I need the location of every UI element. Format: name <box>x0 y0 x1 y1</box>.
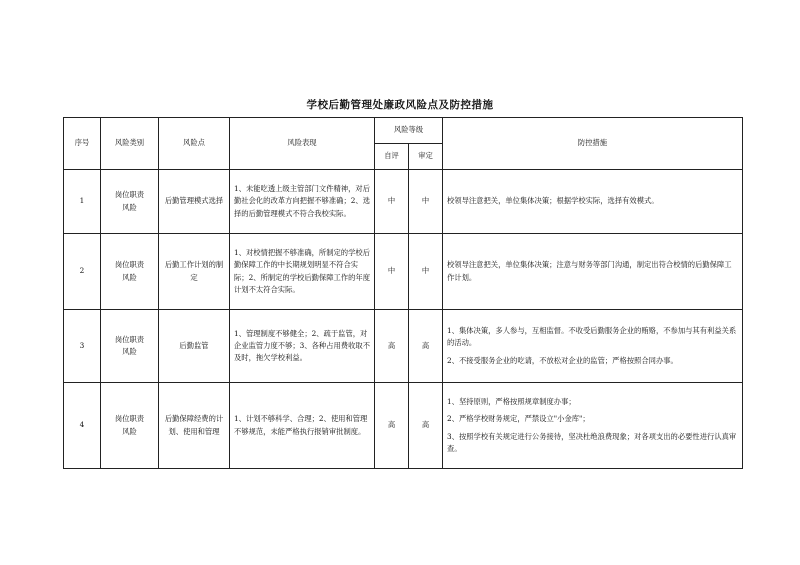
row-category <box>101 234 159 310</box>
row-measures <box>443 310 743 383</box>
risk-table <box>63 117 743 469</box>
row-seq: 2 <box>64 234 101 310</box>
table-row <box>64 310 743 383</box>
measure-item: 校领导注意把关，单位集体决策；注意与财务等部门沟通，制定出符合校情的后勤保障工作计划。 <box>447 260 732 282</box>
measure-item: 2、严格学校财务规定，严禁设立"小金库"； <box>447 414 590 424</box>
category-line1: 岗位职责 <box>114 260 145 270</box>
table-row <box>64 170 743 234</box>
row-point: 后勤监管 <box>159 310 230 383</box>
measure-item: 2、不接受服务企业的吃请，不放松对企业的监管；严格按照合同办事。 <box>447 355 678 365</box>
header-manifestation: 风险表现 <box>230 118 375 170</box>
category-line1: 岗位职责 <box>114 190 145 200</box>
measure-item: 3、按照学校有关规定进行公务接待，坚决杜绝浪费现象；对各项支出的必要性进行认真审查。 <box>447 431 737 453</box>
category-line2: 风险 <box>122 426 137 436</box>
page-title: 学校后勤管理处廉政风险点及防控措施 <box>306 99 494 111</box>
row-review: 高 <box>409 383 443 469</box>
measure-item: 1、坚持原则，严格按照规章制度办事； <box>447 397 576 407</box>
header-level: 风险等级 <box>375 118 443 144</box>
row-self-eval: 高 <box>375 383 409 469</box>
measure-item: 1、集体决策，多人参与，互相监督。不收受后勤服务企业的贿赂，不参加与其有利益关系的活动。 <box>447 326 737 348</box>
row-measures <box>443 234 743 310</box>
header-row <box>64 118 743 144</box>
row-manifestation: 1、计划不够科学、合理；2、使用和管理不够规范，未能严格执行报销审批制度。 <box>230 383 375 469</box>
row-measures <box>443 383 743 469</box>
row-manifestation: 1、管理制度不够健全；2、疏于监管，对企业监管力度不够；3、各种占用费收取不及时，拖欠学校利益。 <box>230 310 375 383</box>
category-line2: 风险 <box>122 272 137 282</box>
row-manifestation: 1、对校情把握不够准确，所制定的学校后勤保障工作的中长期规划明显不符合实际；2、所制定的学校后勤保障工作的年度计划不太符合实际。 <box>230 234 375 310</box>
category-line2: 风险 <box>122 202 137 212</box>
row-self-eval: 中 <box>375 170 409 234</box>
row-review: 中 <box>409 234 443 310</box>
table-row <box>64 234 743 310</box>
row-seq: 1 <box>64 170 101 234</box>
row-measures <box>443 170 743 234</box>
row-point: 后勤管理模式选择 <box>159 170 230 234</box>
row-category <box>101 310 159 383</box>
row-self-eval: 中 <box>375 234 409 310</box>
row-seq: 3 <box>64 310 101 383</box>
row-category <box>101 170 159 234</box>
row-review: 中 <box>409 170 443 234</box>
category-line1: 岗位职责 <box>114 334 145 344</box>
category-line2: 风险 <box>122 347 137 356</box>
header-seq: 序号 <box>64 118 101 170</box>
header-point: 风险点 <box>159 118 230 170</box>
category-line1: 岗位职责 <box>114 414 145 424</box>
row-review: 高 <box>409 310 443 383</box>
header-measures: 防控措施 <box>443 118 743 170</box>
header-self-eval: 自评 <box>375 144 409 170</box>
row-self-eval: 高 <box>375 310 409 383</box>
row-point: 后勤保障经费的计划、使用和管理 <box>159 383 230 469</box>
table-row <box>64 383 743 469</box>
header-review: 审定 <box>409 144 443 170</box>
row-seq: 4 <box>64 383 101 469</box>
row-point: 后勤工作计划的制定 <box>159 234 230 310</box>
measure-item: 校领导注意把关，单位集体决策；根据学校实际，选择有效模式。 <box>447 196 659 206</box>
header-category: 风险类别 <box>101 118 159 170</box>
row-manifestation: 1、未能吃透上级主管部门文件精神，对后勤社会化的改革方向把握不够准确；2、选择的后勤管理模式不符合我校实际。 <box>230 170 375 234</box>
row-category <box>101 383 159 469</box>
